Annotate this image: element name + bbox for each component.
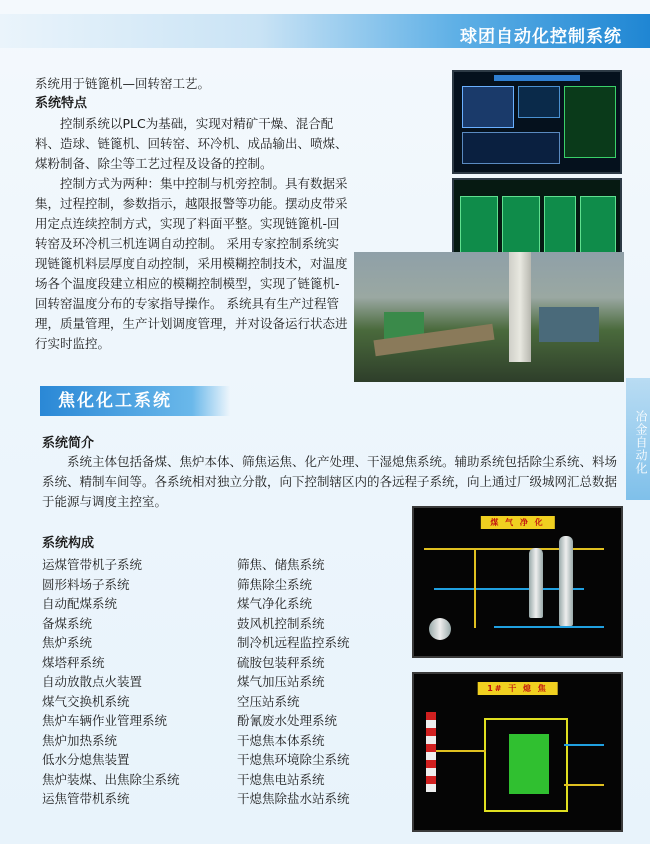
features-body <box>35 114 349 354</box>
screen-title-bar <box>494 75 580 81</box>
list-item: 自动放散点火装置 <box>42 674 143 689</box>
features-heading: 系统特点 <box>35 96 88 111</box>
pellet-intro: 系统用于链篦机—回转窑工艺。 <box>35 76 211 91</box>
list-item: 筛焦除尘系统 <box>237 576 313 592</box>
scada-title: 1# 干 熄 焦 <box>477 682 558 695</box>
screen-panel <box>462 86 514 128</box>
list-item: 煤气加压站系统 <box>237 674 325 689</box>
list-item: 酚氰废水处理系统 <box>237 713 338 728</box>
pipe <box>494 626 604 628</box>
list-item: 煤塔秤系统 <box>42 654 105 670</box>
list-item: 焦炉车辆作业管理系统 <box>42 713 168 728</box>
intro-heading: 系统简介 <box>42 436 95 451</box>
pipe <box>474 548 476 628</box>
dry-quenching-screenshot <box>412 672 623 832</box>
list-item: 自动配煤系统 <box>42 596 118 611</box>
features-paragraph-2: 控制方式为两种：集中控制与机旁控制。具有数据采集，过程控制，参数指示，越限报警等功能。摆动皮带采用定点连续控制方式，实现了料面平整。实现链篦机-回转窑及环冷机三机连调自动控制。 采用专家控制系统实现链篦机料层厚度自动控制，采用模糊控制技术，对温度场各个温度段建立相应的模糊控制模型，实现了链篦机-回转窑温度分布的专家指导操作。 系统具有生产过程管理，质量管理，生产计划调度管理，并对设备运行状态进行实时监控。 <box>35 176 348 351</box>
screen-panel <box>564 86 616 158</box>
list-item: 煤气净化系统 <box>237 596 313 611</box>
side-tab: 冶金自动化 <box>626 378 650 500</box>
list-item: 空压站系统 <box>237 693 300 709</box>
list-item: 干熄焦本体系统 <box>237 732 325 748</box>
tank <box>429 618 451 640</box>
list-item: 低水分熄焦装置 <box>42 752 130 767</box>
list-item: 干熄焦环境除尘系统 <box>237 752 350 767</box>
page-title: 球团自动化控制系统 <box>460 27 622 47</box>
list-item: 干熄焦电站系统 <box>237 771 325 787</box>
list-item: 备煤系统 <box>42 615 93 631</box>
coking-intro-text: 系统主体包括备煤、焦炉本体、筛焦运焦、化产处理、干湿熄焦系统。辅助系统包括除尘系统、料场系统、精制车间等。各系统相对独立分散，向下控制辖区内的各远程子系统，向上通过厂级城网汇总数据于能源与调度主控室。 <box>42 454 618 509</box>
plant-photo <box>354 252 624 382</box>
pipe <box>564 784 604 786</box>
scada-title: 煤 气 净 化 <box>480 516 554 529</box>
composition-heading: 系统构成 <box>42 536 95 551</box>
pipe <box>436 750 486 752</box>
boiler <box>509 734 549 794</box>
list-item: 圆形料场子系统 <box>42 576 130 592</box>
list-item: 筛焦、储焦系统 <box>237 557 325 572</box>
composition-list-2 <box>237 555 350 809</box>
screen-panel <box>518 86 560 118</box>
list-item: 干熄焦除盐水站系统 <box>237 791 350 806</box>
chimney-icon <box>426 712 436 792</box>
gas-purification-screenshot <box>412 506 623 658</box>
list-item: 煤气交换机系统 <box>42 693 130 709</box>
coking-section-title: 焦化化工系统 <box>40 386 230 416</box>
list-item: 制冷机远程监控系统 <box>237 635 350 650</box>
coking-intro <box>42 452 617 512</box>
building <box>539 307 599 342</box>
chimney <box>509 252 531 362</box>
list-item: 硫胺包装秤系统 <box>237 654 325 670</box>
pellet-control-screenshot-1 <box>452 70 622 174</box>
tank <box>529 548 543 618</box>
pipe <box>564 744 604 746</box>
list-item: 鼓风机控制系统 <box>237 615 325 631</box>
tank <box>559 536 573 626</box>
list-item: 运煤管带机子系统 <box>42 557 143 572</box>
features-paragraph-1: 控制系统以PLC为基础，实现对精矿干燥、混合配料、造球、链篦机、回转窑、环冷机、成品输出、喷煤、煤粉制备、除尘等工艺过程及设备的控制。 <box>35 116 348 171</box>
pipe <box>424 548 604 550</box>
list-item: 运焦管带机系统 <box>42 791 130 806</box>
composition-list-1 <box>42 555 180 809</box>
list-item: 焦炉系统 <box>42 635 93 650</box>
screen-panel <box>462 132 560 164</box>
list-item: 焦炉装煤、出焦除尘系统 <box>42 771 180 787</box>
list-item: 焦炉加热系统 <box>42 732 118 748</box>
